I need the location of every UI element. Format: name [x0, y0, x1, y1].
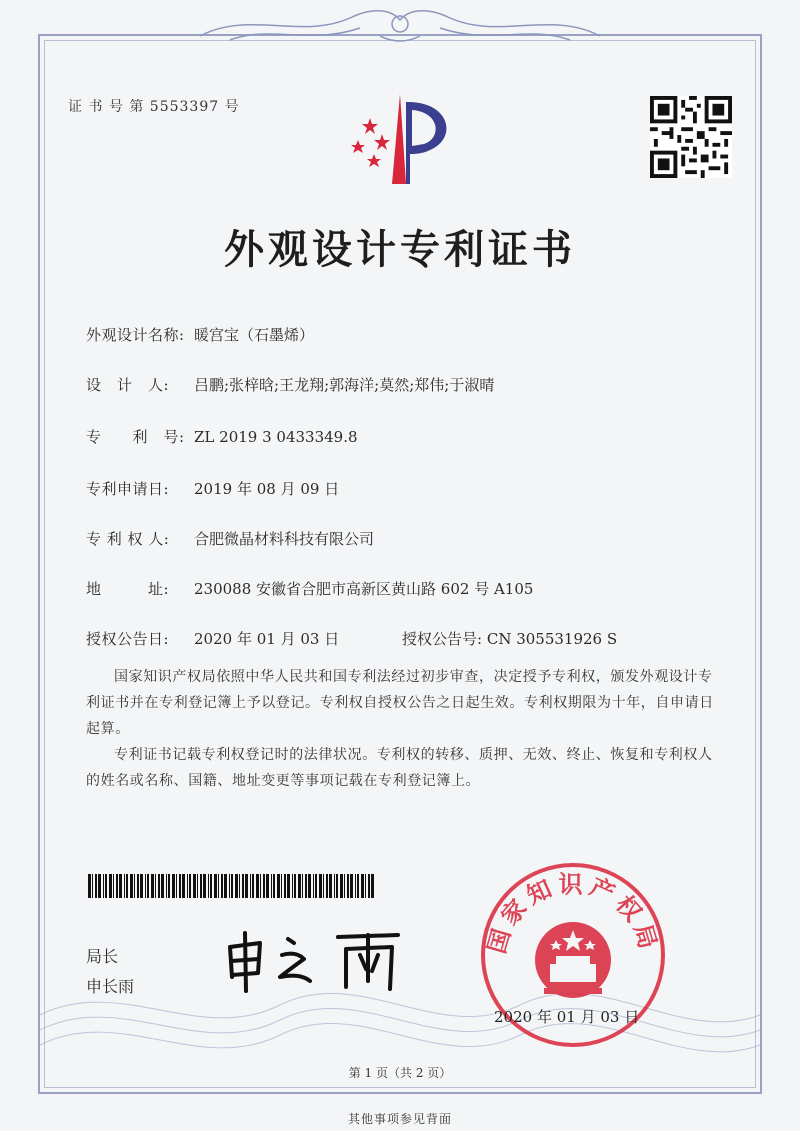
designer-value: 吕鹏;张梓晗;王龙翔;郭海洋;莫然;郑伟;于淑晴	[194, 376, 495, 394]
address-label: 地 址:	[86, 580, 170, 598]
seal-date: 2020 年 01 月 03 日	[494, 1008, 640, 1026]
filing-date-label: 专利申请日:	[86, 480, 170, 498]
patent-no-row	[86, 426, 358, 447]
grant-date-value: 2020 年 01 月 03 日	[194, 630, 340, 648]
designer-row	[86, 374, 494, 395]
footer-note: 其他事项参见背面	[347, 1112, 452, 1126]
grant-no-label: 授权公告号:	[402, 630, 483, 648]
patent-no-value: ZL 2019 3 0433349.8	[194, 428, 358, 446]
filing-date-row	[86, 478, 339, 499]
certificate-number: 证 书 号 第 5553397 号	[68, 99, 240, 115]
filing-date-value: 2019 年 08 月 09 日	[194, 480, 340, 498]
design-name-row	[86, 324, 314, 345]
address-row	[86, 578, 533, 599]
cnipa-logo-icon	[330, 88, 470, 188]
address-value: 230088 安徽省合肥市高新区黄山路 602 号 A105	[194, 580, 534, 598]
barcode-icon	[88, 874, 374, 898]
design-name-label: 外观设计名称:	[86, 326, 185, 344]
director-title: 局长	[86, 947, 119, 966]
director-name: 申长雨	[86, 977, 135, 996]
page-number: 第 1 页（共 2 页）	[348, 1066, 452, 1080]
qr-code-icon	[650, 96, 732, 178]
patentee-label: 专 利 权 人:	[86, 530, 170, 548]
designer-label: 设 计 人:	[86, 376, 170, 394]
signature-icon	[220, 925, 410, 995]
certificate-title: 外观设计专利证书	[224, 226, 576, 273]
patentee-row	[86, 528, 374, 549]
grant-no-row	[402, 628, 617, 649]
patent-no-label: 专 利 号:	[86, 428, 185, 446]
certificate-paragraph-1: 国家知识产权局依照中华人民共和国专利法经过初步审查，决定授予专利权，颁发外观设计专利证书并在专利登记簿上予以登记。专利权自授权公告之日起生效。专利权期限为十年，自申请日起算。	[86, 669, 714, 737]
top-ornament	[190, 0, 610, 50]
grant-no-value: CN 305531926 S	[486, 630, 618, 648]
design-name-value: 暖宫宝（石墨烯）	[194, 326, 315, 344]
seal-text: 国家知识产权局	[482, 870, 664, 957]
certificate-paragraph-2: 专利证书记载专利权登记时的法律状况。专利权的转移、质押、无效、终止、恢复和专利权人的姓名或名称、国籍、地址变更等事项记载在专利登记簿上。	[86, 747, 713, 789]
grant-date-row	[86, 628, 339, 649]
grant-date-label: 授权公告日:	[86, 630, 170, 648]
patentee-value: 合肥微晶材料科技有限公司	[194, 530, 375, 548]
